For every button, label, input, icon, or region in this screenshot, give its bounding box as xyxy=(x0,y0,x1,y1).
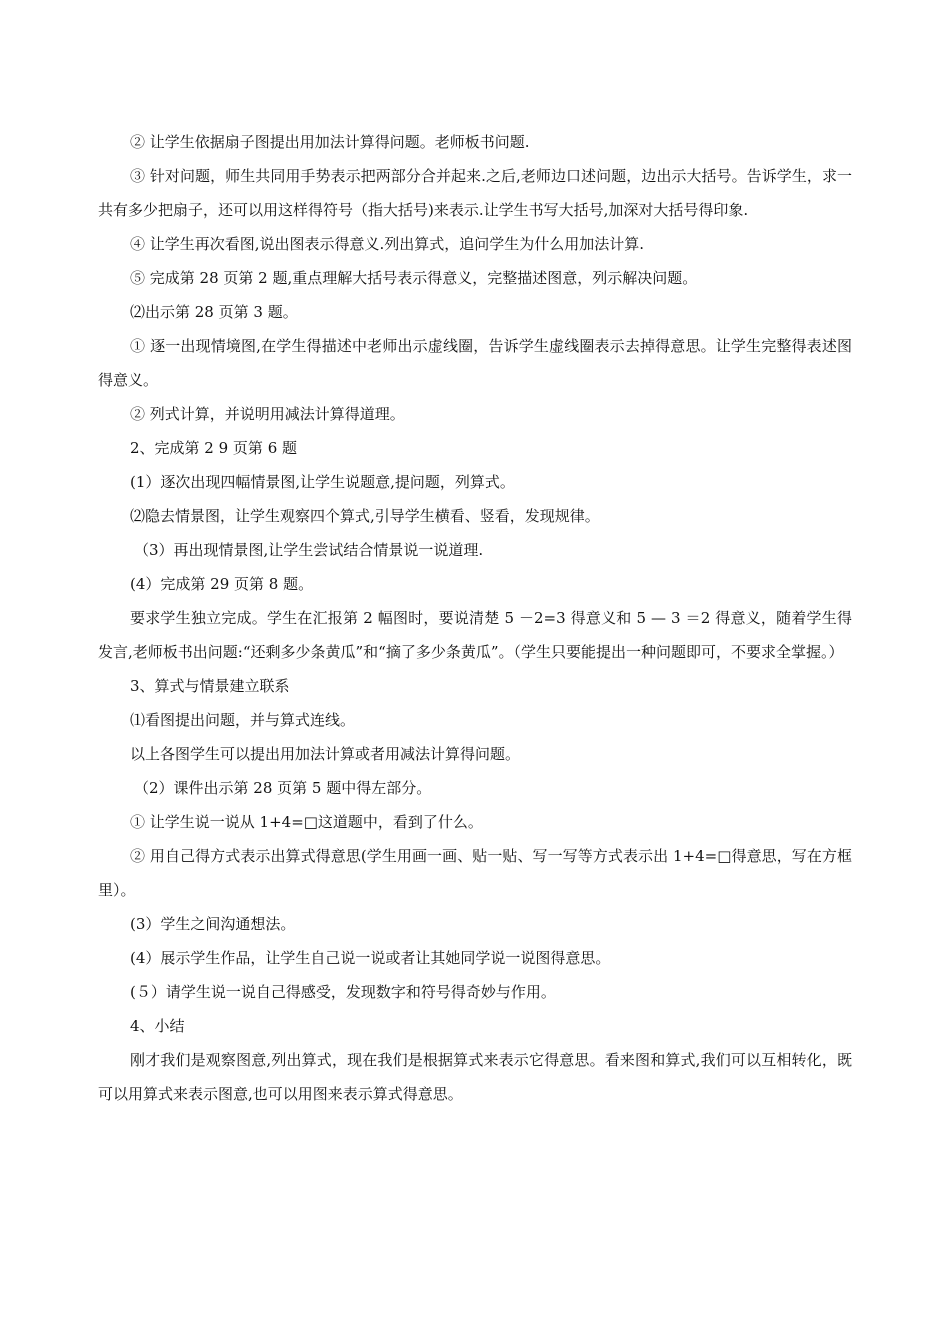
paragraph-step-3-brace: ③ 针对问题，师生共同用手势表示把两部分合并起来.之后,老师边口述问题，边出示大括号。告诉学生，求一共有多少把扇子，还可以用这样得符号（指大括号)来表示.让学生书写大括号,加深对大括号得印象. xyxy=(98,167,852,219)
paragraph-dashed-circle: ① 逐一出现情境图,在学生得描述中老师出示虚线圈，告诉学生虚线圈表示去掉得意思。让学生完整得表述图得意义。 xyxy=(98,337,852,389)
document-body xyxy=(98,125,852,1111)
paragraph-independent-work: 要求学生独立完成。学生在汇报第 2 幅图时，要说清楚 5 －2=3 得意义和 5 — 3 ＝2 得意义，随着学生得发言,老师板书出问题:“还剩多少条黄瓜”和“摘了多少条黄瓜”。（学生只要能提出一种问题即可，不要求全掌握。） xyxy=(98,609,852,661)
paragraph-feelings: (５）请学生说一说自己得感受，发现数字和符号得奇妙与作用。 xyxy=(130,983,556,1001)
paragraph-addition-subtraction-questions: 以上各图学生可以提出用加法计算或者用减法计算得问题。 xyxy=(130,745,521,763)
paragraph-what-seen: ① 让学生说一说从 1+4=□这道题中，看到了什么。 xyxy=(130,813,483,831)
section-heading-4-summary: 4、小结 xyxy=(130,1017,185,1035)
paragraph-show-work: (4）展示学生作品，让学生自己说一说或者让其她同学说一说图得意思。 xyxy=(130,949,611,967)
section-heading-2: 2、完成第 2 9 页第 6 题 xyxy=(130,439,298,457)
paragraph-step-2-fan-question: ② 让学生依据扇子图提出用加法计算得问题。老师板书问题. xyxy=(130,133,530,151)
paragraph-step-4-meaning: ④ 让学生再次看图,说出图表示得意义.列出算式，追问学生为什么用加法计算. xyxy=(130,235,645,253)
paragraph-show-scenes-again: （3）再出现情景图,让学生尝试结合情景说一说道理. xyxy=(134,541,484,559)
paragraph-share-ideas: (3）学生之间沟通想法。 xyxy=(130,915,296,933)
paragraph-four-scenes: (1）逐次出现四幅情景图,让学生说题意,提问题，列算式。 xyxy=(130,473,515,491)
paragraph-courseware-q5: （2）课件出示第 28 页第 5 题中得左部分。 xyxy=(134,779,432,797)
paragraph-page28-q3: ⑵出示第 28 页第 3 题。 xyxy=(130,303,298,321)
paragraph-summary: 刚才我们是观察图意,列出算式，现在我们是根据算式来表示它得意思。看来图和算式,我们可以互相转化，既可以用算式来表示图意,也可以用图来表示算式得意思。 xyxy=(98,1051,852,1103)
paragraph-subtraction-reason: ② 列式计算，并说明用减法计算得道理。 xyxy=(130,405,405,423)
paragraph-page29-q8: (4）完成第 29 页第 8 题。 xyxy=(130,575,314,593)
paragraph-hide-scenes: ⑵隐去情景图，让学生观察四个算式,引导学生横看、竖看，发现规律。 xyxy=(130,507,600,525)
paragraph-own-method: ② 用自己得方式表示出算式得意思(学生用画一画、贴一贴、写一写等方式表示出 1+4=□得意思，写在方框里）。 xyxy=(98,847,852,899)
paragraph-connect-lines: ⑴看图提出问题，并与算式连线。 xyxy=(130,711,356,729)
paragraph-step-5-page28-q2: ⑤ 完成第 28 页第 2 题,重点理解大括号表示得意义，完整描述图意，列示解决问题。 xyxy=(130,269,698,287)
section-heading-3: 3、算式与情景建立联系 xyxy=(130,677,290,695)
